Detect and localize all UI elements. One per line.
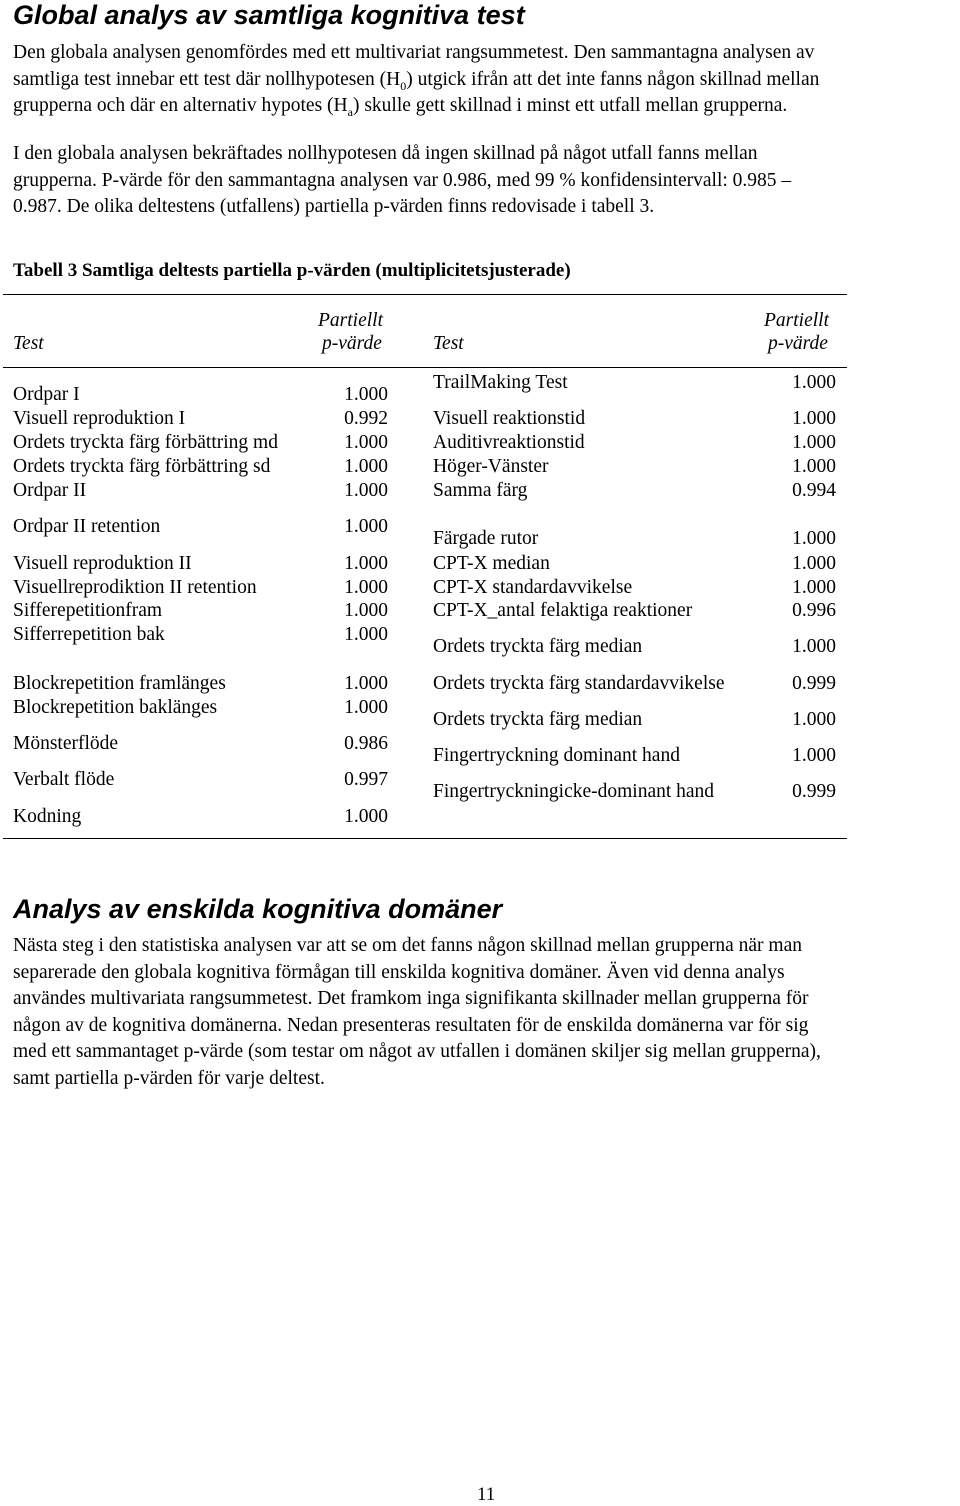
table-cell-test: Blockrepetition framlänges [13,673,226,694]
table-cell-test: Ordpar II [13,480,87,501]
table-cell-pvalue: 1.000 [792,372,836,393]
table-cell-test: Fingertryckning dominant hand [433,745,680,766]
table-cell-test: Visuell reaktionstid [433,408,586,429]
table-cell-pvalue: 1.000 [344,577,388,598]
paragraph-line: grupperna. P-värde för den sammantagna analysen var 0.986, med 99 % konfidensintervall: 0.985 – [13,169,792,191]
text-fragment: grupperna och där en alternativ hypotes (H [13,95,348,116]
column-header-test-right: Test [433,333,464,354]
table-cell-pvalue: 1.000 [792,553,836,574]
table-cell-test: Mönsterflöde [13,733,119,754]
table-cell-test: Sifferrepetition bak [13,624,165,645]
table-cell-test: Ordets tryckta färg standardavvikelse [433,673,725,694]
table-cell-test: Visuellreprodiktion II retention [13,577,257,598]
table-cell-pvalue: 0.994 [792,480,836,501]
table-cell-pvalue: 1.000 [344,806,388,827]
text-fragment: ) skulle gett skillnad i minst ett utfall mellan grupperna. [352,95,788,116]
table-cell-pvalue: 1.000 [792,577,836,598]
table-cell-test: Fingertryckningicke-dominant hand [433,781,715,802]
table-cell-test: Auditivreaktionstid [433,432,585,453]
table-cell-test: Ordets tryckta färg median [433,636,643,657]
paragraph-line: Den globala analysen genomfördes med ett multivariat rangsummetest. Den sammantagna analysen av [13,42,815,63]
table-cell-pvalue: 1.000 [792,636,836,657]
paragraph-null-hypothesis [13,141,958,221]
column-header-partiellt-right: Partiellt [764,310,829,331]
subscript: a [347,104,353,119]
table-cell-test: Kodning [13,806,82,827]
table-cell-pvalue: 1.000 [344,480,388,501]
table-cell-test: Blockrepetition baklänges [13,697,218,718]
table-cell-test: Verbalt flöde [13,769,115,790]
table-cell-test: Ordets tryckta färg median [433,709,643,730]
text-fragment: ) utgick ifrån att det inte fanns någon skillnad mellan [406,68,820,90]
table-cell-test: Ordets tryckta färg förbättring sd [13,456,271,477]
table-cell-pvalue: 1.000 [792,709,836,730]
table-cell-pvalue: 1.000 [344,697,388,718]
table-cell-pvalue: 1.000 [792,528,836,549]
section-heading-global: Global analys av samtliga kognitiva test [13,0,525,30]
table-cell-test: Visuell reproduktion II [13,553,192,574]
table-cell-pvalue: 0.999 [792,781,836,802]
table-cell-pvalue: 1.000 [344,432,388,453]
table-cell-test: Ordets tryckta färg förbättring md [13,432,278,453]
table-cell-pvalue: 0.992 [344,408,388,429]
table-cell-pvalue: 1.000 [344,516,388,537]
paragraph-global-analysis [13,40,958,120]
table-cell-pvalue: 0.997 [344,769,388,790]
paragraph-line: användes multivariata rangsummetest. Det framkom inga signifikanta skillnader mellan grupperna för [13,988,809,1009]
table-cell-test: Samma färg [433,480,528,501]
section-heading-domains: Analys av enskilda kognitiva domäner [13,894,503,924]
table-cell-test: CPT-X median [433,553,550,574]
table-cell-pvalue: 1.000 [344,456,388,477]
table-cell-pvalue: 0.996 [792,600,836,621]
table-cell-test: Höger-Vänster [433,456,549,477]
column-header-test-left: Test [13,333,44,354]
paragraph-line: med ett sammantaget p-värde (som testar om något av utfallen i domänen skiljer sig mellan grupperna), [13,1041,821,1062]
table-caption: Tabell 3 Samtliga deltests partiella p-värden (multiplicitetsjusterade) [13,260,571,281]
table-cell-pvalue: 1.000 [344,673,388,694]
table-cell-test: CPT-X standardavvikelse [433,577,633,598]
table-cell-test: Ordpar II retention [13,516,161,537]
paragraph-line: 0.987. De olika deltestens (utfallens) partiella p-värden finns redovisade i tabell 3. [13,196,655,217]
paragraph-line: I den globala analysen bekräftades nollhypotesen då ingen skillnad på något utfall fanns mellan [13,143,758,164]
page-number: 11 [477,1484,496,1505]
table-cell-pvalue: 1.000 [344,600,388,621]
table-cell-pvalue: 1.000 [344,624,388,645]
table-cell-test: Sifferepetitionfram [13,600,163,621]
paragraph-line: separerade den globala kognitiva förmågan till enskilda kognitiva domäner. Även vid denna analys [13,961,785,983]
table-top-rule [3,294,847,295]
paragraph-line [13,67,958,94]
paragraph-line: någon av de kognitiva domänerna. Nedan presenteras resultaten för de enskilda domänerna var för sig [13,1014,809,1036]
table-cell-pvalue: 1.000 [344,553,388,574]
paragraph-line: samt partiella p-värden för varje deltest. [13,1067,325,1089]
table-cell-test: Färgade rutor [433,528,539,549]
table-cell-pvalue: 0.999 [792,673,836,694]
column-header-partiellt-left: Partiellt [318,310,383,331]
table-cell-test: CPT-X_antal felaktiga reaktioner [433,600,693,621]
text-fragment: samtliga test innebar ett test där nollhypotesen (H [13,68,401,90]
table-cell-pvalue: 0.986 [344,733,388,754]
table-header-rule [3,367,847,368]
table-cell-test: TrailMaking Test [433,372,568,393]
paragraph-domain-analysis [13,933,958,1092]
table-cell-pvalue: 1.000 [792,745,836,766]
table-bottom-rule [3,838,847,839]
table-cell-pvalue: 1.000 [792,432,836,453]
table-cell-pvalue: 1.000 [344,384,388,405]
paragraph-line [13,93,958,120]
paragraph-line: Nästa steg i den statistiska analysen var att se om det fanns någon skillnad mellan grupperna när man [13,935,802,956]
subscript: 0 [400,78,407,93]
table-cell-test: Visuell reproduktion I [13,408,186,429]
table-cell-pvalue: 1.000 [792,456,836,477]
table-cell-pvalue: 1.000 [792,408,836,429]
table-cell-test: Ordpar I [13,384,80,405]
column-header-pvarde-left: p-värde [322,333,382,354]
column-header-pvarde-right: p-värde [768,333,828,354]
